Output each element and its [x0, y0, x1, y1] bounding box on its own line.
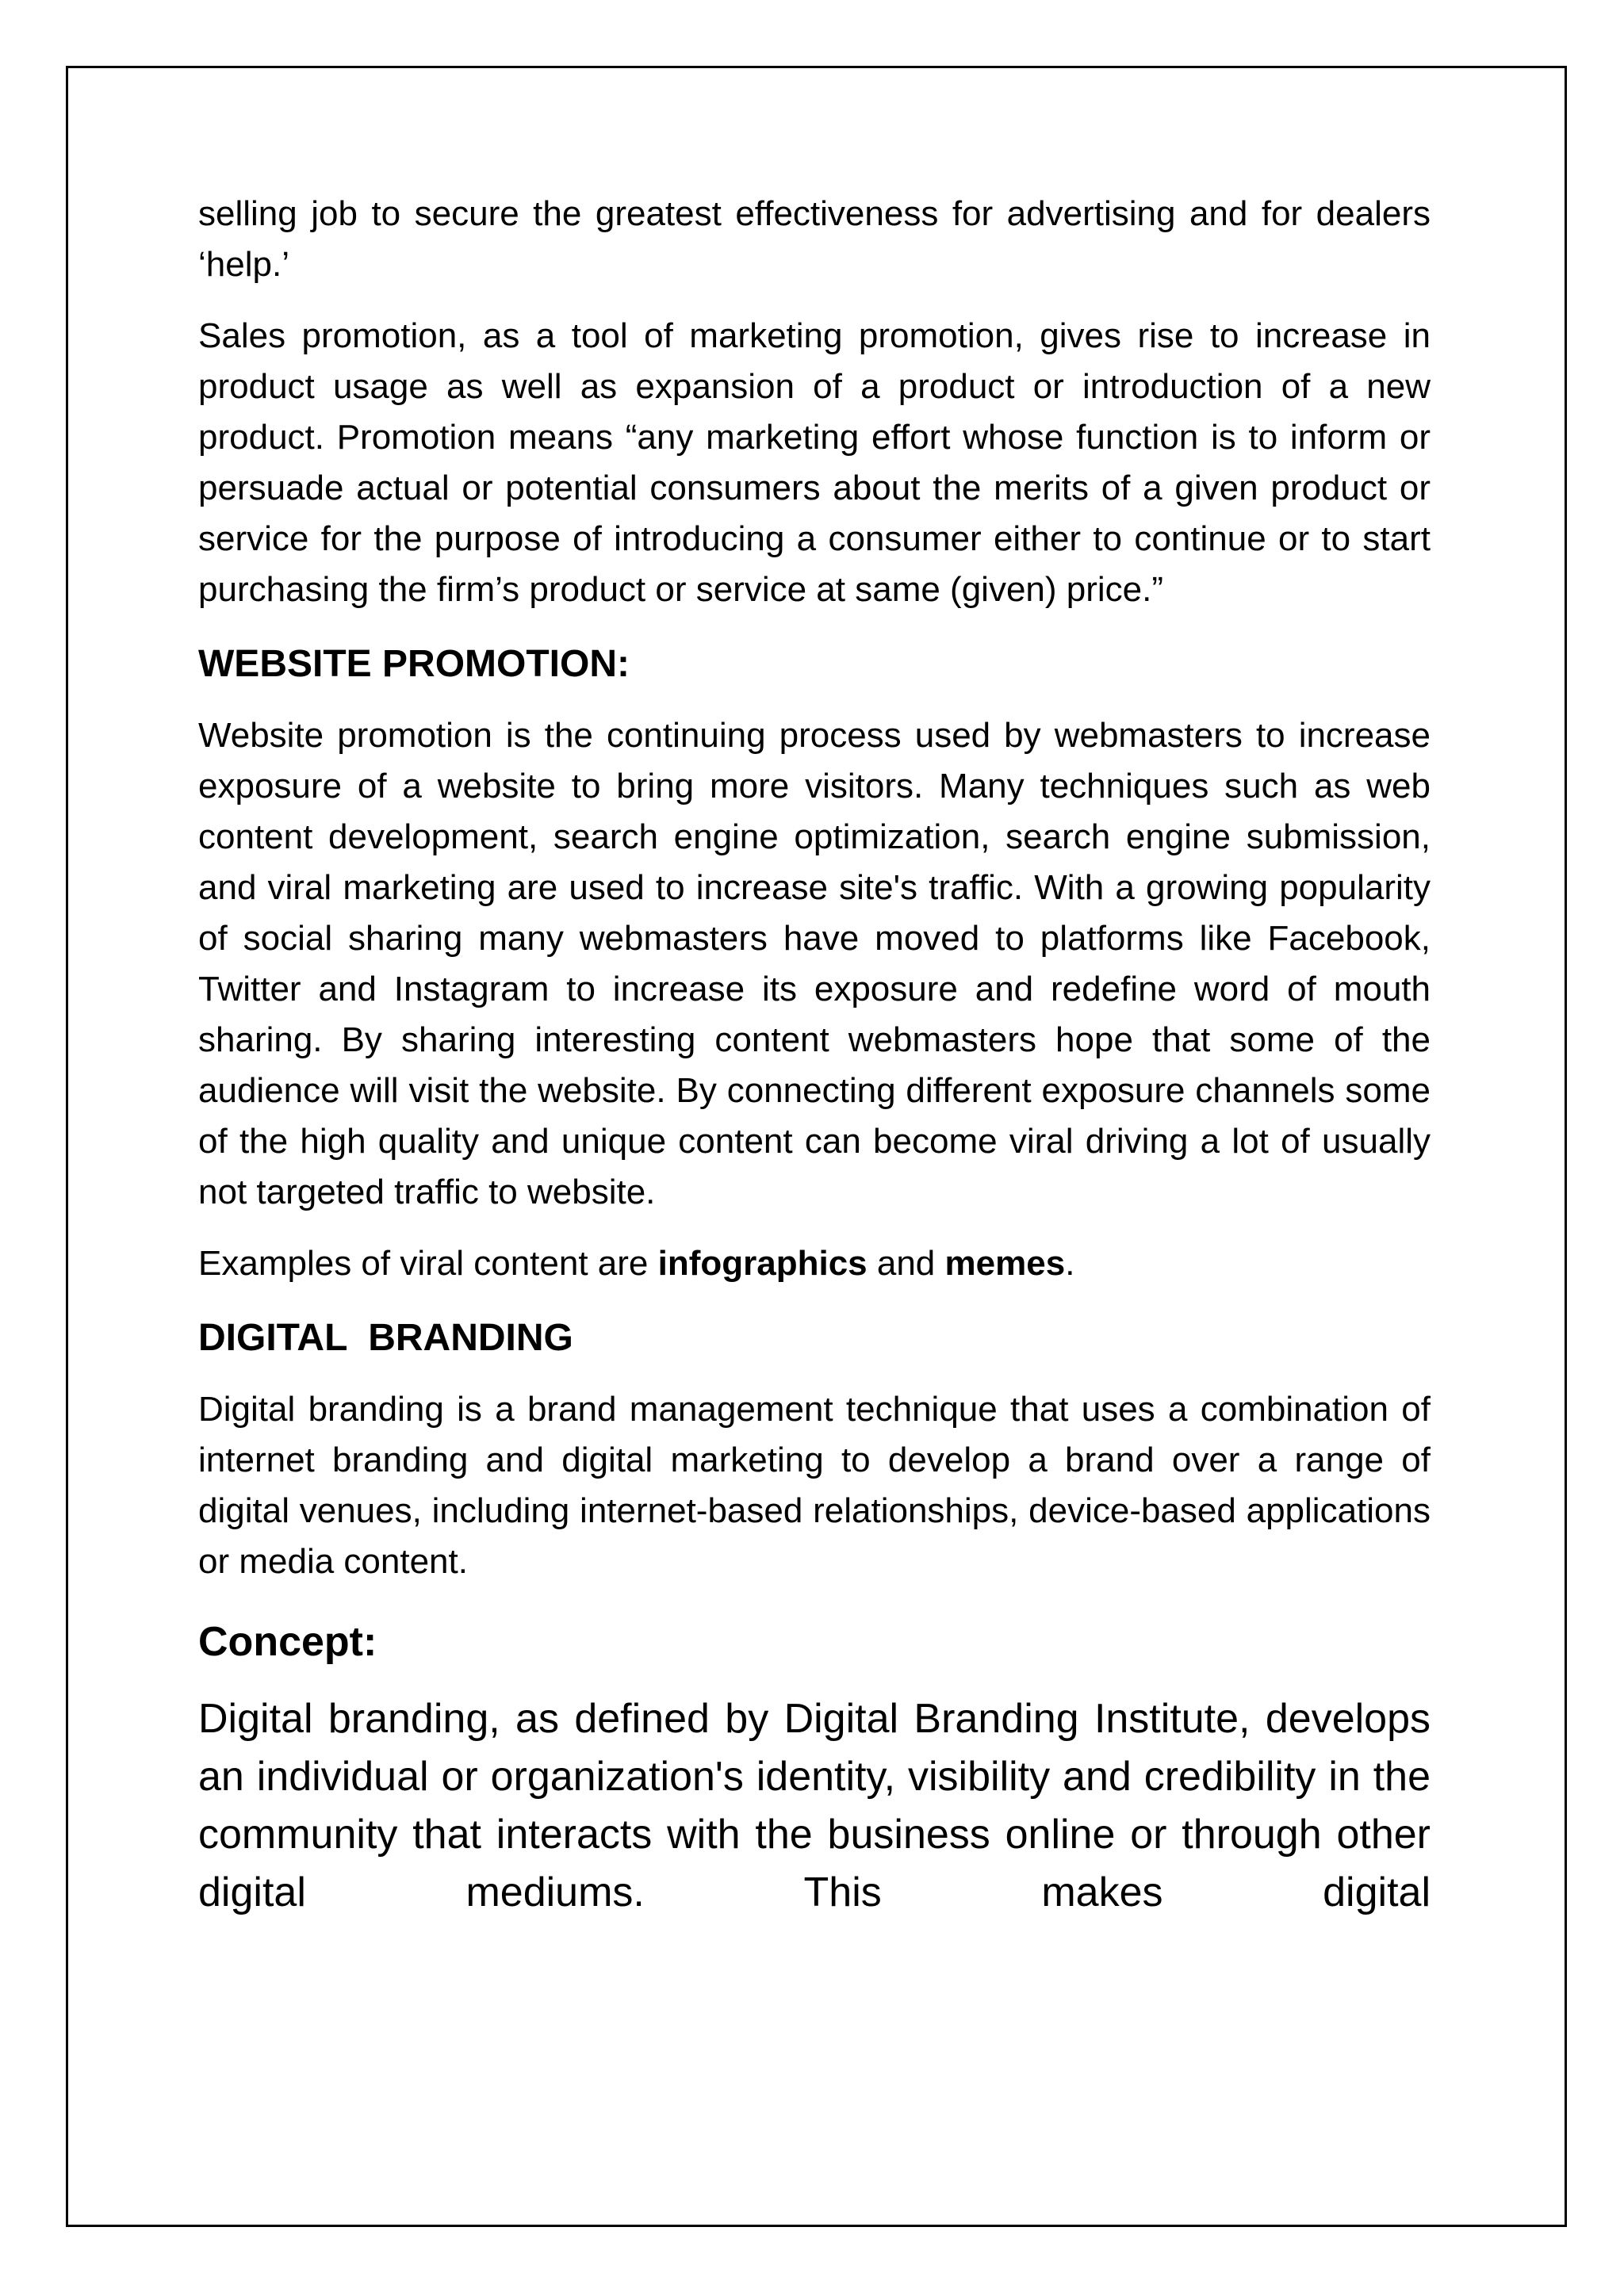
examples-infographics: infographics: [657, 1244, 868, 1283]
paragraph-concept: Digital branding, as defined by Digital Branding Institute, develops an individual or organization's identity, visibility and credibility in the community that interacts with the business online or through other digital mediums. This makes digital: [198, 1696, 1431, 1915]
paragraph-website-promotion: Website promotion is the continuing process used by webmasters to increase exposure of a website to bring more visitors. Many techniques such as web content development, search engine optimization, search engine submission, and viral marketing are used to increase site's traffic. With a growing popularity of social sharing many webmasters have moved to platforms like Facebook, Twitter and Instagram to increase its exposure and redefine word of mouth sharing. By sharing interesting content webmasters hope that some of the audience will visit the website. By connecting different exposure channels some of the high quality and unique content can become viral driving a lot of usually not targeted traffic to website.: [198, 716, 1431, 1211]
paragraph-sales-promotion: Sales promotion, as a tool of marketing promotion, gives rise to increase in product usage as well as expansion of a product or introduction of a new product. Promotion means “any marketing effort whose function is to inform or persuade actual or potential consumers about the merits of a given product or service for the purpose of introducing a consumer either to continue or to start purchasing the firm’s product or service at same (given) price.”: [198, 316, 1431, 609]
heading-concept: Concept:: [198, 1619, 377, 1665]
page-content: [198, 189, 1431, 1922]
examples-suffix: .: [1065, 1244, 1075, 1283]
paragraph-continuation: selling job to secure the greatest effectiveness for advertising and for dealers ‘help.’: [198, 194, 1431, 284]
paragraph-viral-examples: [198, 1238, 1431, 1289]
examples-prefix: Examples of viral content are: [198, 1244, 658, 1283]
heading-digital-branding: DIGITAL BRANDING: [198, 1317, 573, 1359]
heading-website-promotion: WEBSITE PROMOTION:: [198, 643, 630, 685]
examples-and: and: [867, 1244, 945, 1283]
paragraph-digital-branding: Digital branding is a brand management technique that uses a combination of internet branding and digital marketing to develop a brand over a range of digital venues, including internet-based relationships, device-based applications or media content.: [198, 1390, 1431, 1581]
examples-memes: memes: [944, 1244, 1066, 1283]
